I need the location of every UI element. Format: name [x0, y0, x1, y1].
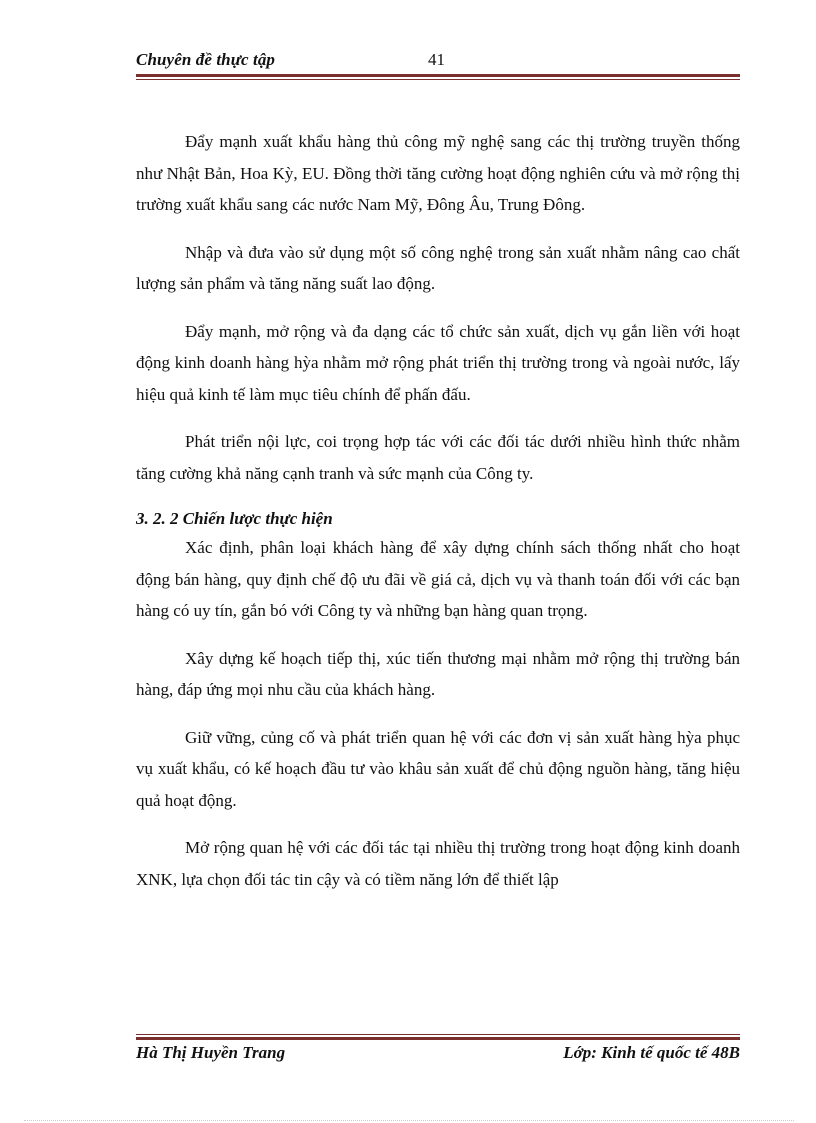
section-heading: 3. 2. 2 Chiến lược thực hiện: [136, 509, 333, 528]
page-header: [136, 48, 740, 72]
page-number: 41: [428, 50, 445, 69]
paragraph: Giữ vững, củng cố và phát triển quan hệ với các đơn vị sản xuất hàng hỳa phục vụ xuất khẩu, có kế hoạch đầu tư vào khâu sản xuất để chủ động nguồn hàng, tăng hiệu quả hoạt động.: [136, 727, 740, 810]
footer-divider-thin: [136, 1034, 740, 1035]
header-divider-thin: [136, 79, 740, 80]
footer-divider: [136, 1037, 740, 1040]
header-divider: [136, 74, 740, 77]
paragraph: Xây dựng kế hoạch tiếp thị, xúc tiến thương mại nhằm mở rộng thị trường bán hàng, đáp ứng mọi nhu cầu của khách hàng.: [136, 648, 740, 699]
paragraph: Nhập và đưa vào sử dụng một số công nghệ trong sản xuất nhằm nâng cao chất lượng sản phẩm và tăng năng suất lao động.: [136, 242, 740, 293]
paragraph: Phát triển nội lực, coi trọng hợp tác với các đối tác dưới nhiều hình thức nhằm tăng cường khả năng cạnh tranh và sức mạnh của Công ty.: [136, 432, 740, 483]
footer-class: Lớp: Kinh tế quốc tế 48B: [563, 1043, 740, 1062]
header-title: Chuyên đề thực tập: [136, 50, 276, 69]
paragraph: Xác định, phân loại khách hàng để xây dựng chính sách thống nhất cho hoạt động bán hàng, quy định chế độ ưu đãi về giá cả, dịch vụ và thanh toán đối với các bạn hàng có uy tín, gắn bó với Công ty và những bạn hàng quan trọng.: [136, 538, 740, 620]
paragraph: Mở rộng quan hệ với các đối tác tại nhiều thị trường trong hoạt động kinh doanh XNK, lựa chọn đối tác tin cậy và có tiềm năng lớn để thiết lập: [136, 838, 740, 889]
paragraph: Đẩy mạnh xuất khẩu hàng thủ công mỹ nghệ sang các thị trường truyền thống như Nhật Bản, Hoa Kỳ, EU. Đồng thời tăng cường hoạt động nghiên cứu và mở rộng thị trường xuất khẩu sang các nước Nam Mỹ, Đông Âu, Trung Đông.: [136, 132, 740, 214]
footer-author: Hà Thị Huyền Trang: [136, 1043, 286, 1062]
document-body: [136, 126, 740, 895]
page-edge: [24, 1120, 794, 1122]
paragraph: Đẩy mạnh, mở rộng và đa dạng các tổ chức sản xuất, dịch vụ gắn liền với hoạt động kinh doanh hàng hỳa nhằm mở rộng phát triển thị trường trong và ngoài nước, lấy hiệu quả kinh tế làm mục tiêu chính để phấn đấu.: [136, 321, 740, 404]
